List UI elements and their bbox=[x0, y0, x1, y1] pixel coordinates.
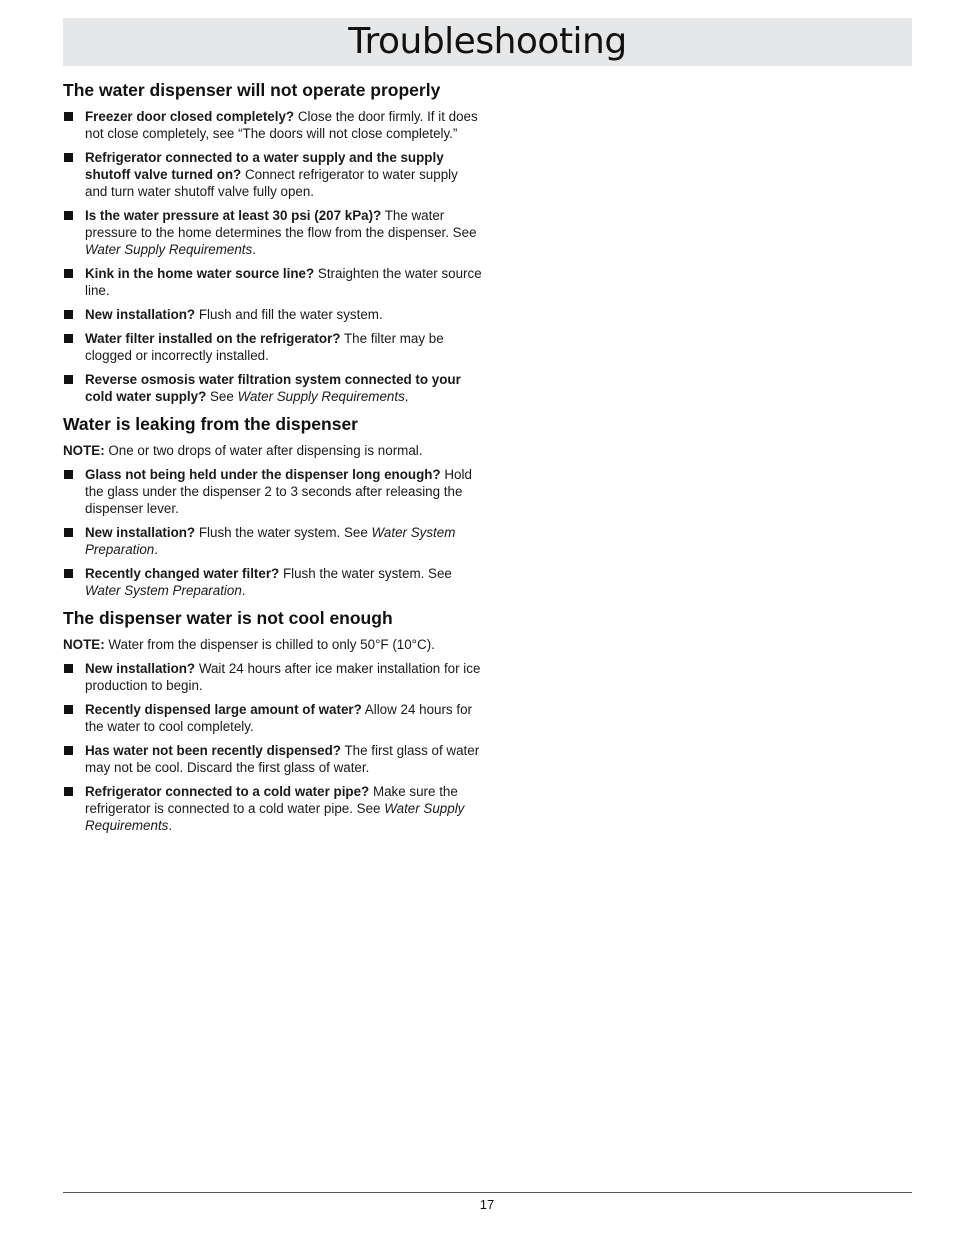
item-answer: Flush the water system. See bbox=[195, 525, 372, 540]
item-answer: Make sure the refrigerator is connected to a cold water pipe. See bbox=[85, 784, 458, 816]
main-content bbox=[63, 78, 483, 841]
square-bullet-icon bbox=[64, 746, 73, 755]
item-question: Kink in the home water source line? bbox=[85, 266, 315, 281]
item-question: New installation? bbox=[85, 661, 196, 676]
section-heading: The dispenser water is not cool enough bbox=[63, 608, 393, 628]
note-label: NOTE: bbox=[63, 443, 105, 458]
troubleshooting-section bbox=[63, 78, 483, 405]
square-bullet-icon bbox=[64, 787, 73, 796]
item-answer: Connect refrigerator to water supply and turn water shutoff valve fully open. bbox=[85, 167, 458, 199]
list-item bbox=[63, 565, 483, 599]
item-punctuation: . bbox=[168, 818, 173, 833]
footer-divider bbox=[63, 1192, 912, 1193]
troubleshooting-section bbox=[63, 412, 483, 599]
list-item bbox=[63, 371, 483, 405]
note-label: NOTE: bbox=[63, 637, 105, 652]
item-question: Refrigerator connected to a cold water pipe? bbox=[85, 784, 370, 799]
square-bullet-icon bbox=[64, 310, 73, 319]
item-question: Refrigerator connected to a water supply and the supply shutoff valve turned on? bbox=[85, 150, 444, 182]
list-item bbox=[63, 701, 483, 735]
section-heading: Water is leaking from the dispenser bbox=[63, 414, 358, 434]
page-title: Troubleshooting bbox=[348, 21, 627, 62]
item-question: Has water not been recently dispensed? bbox=[85, 743, 341, 758]
note-text: Water from the dispenser is chilled to only 50°F (10°C). bbox=[104, 637, 435, 652]
item-answer: The filter may be clogged or incorrectly installed. bbox=[85, 331, 444, 363]
item-question: Freezer door closed completely? bbox=[85, 109, 295, 124]
item-question: Is the water pressure at least 30 psi (207 kPa)? bbox=[85, 208, 382, 223]
item-reference: Water Supply Requirements bbox=[237, 389, 405, 404]
item-reference: Water Supply Requirements bbox=[85, 801, 465, 833]
square-bullet-icon bbox=[64, 269, 73, 278]
item-answer: Straighten the water source line. bbox=[85, 266, 482, 298]
list-item bbox=[63, 207, 483, 258]
square-bullet-icon bbox=[64, 375, 73, 384]
item-punctuation: . bbox=[252, 242, 256, 257]
item-question: Recently dispensed large amount of water? bbox=[85, 702, 362, 717]
item-question: Glass not being held under the dispenser long enough? bbox=[85, 467, 441, 482]
item-answer: Close the door firmly. If it does not close completely, see “The doors will not close completely.” bbox=[85, 109, 478, 141]
list-item bbox=[63, 466, 483, 517]
item-punctuation: . bbox=[241, 583, 246, 598]
list-item bbox=[63, 783, 483, 834]
list-item bbox=[63, 149, 483, 200]
item-answer: Allow 24 hours for the water to cool completely. bbox=[85, 702, 472, 734]
item-answer: See bbox=[206, 389, 238, 404]
list-item bbox=[63, 306, 483, 323]
item-question: New installation? bbox=[85, 307, 196, 322]
square-bullet-icon bbox=[64, 334, 73, 343]
square-bullet-icon bbox=[64, 705, 73, 714]
square-bullet-icon bbox=[64, 664, 73, 673]
square-bullet-icon bbox=[64, 211, 73, 220]
section-note bbox=[63, 442, 483, 459]
list-item bbox=[63, 330, 483, 364]
item-answer: The first glass of water may not be cool. Discard the first glass of water. bbox=[85, 743, 480, 775]
item-answer: The water pressure to the home determines the flow from the dispenser. See bbox=[85, 208, 477, 240]
list-item bbox=[63, 265, 483, 299]
list-item bbox=[63, 108, 483, 142]
item-reference: Water System Preparation bbox=[85, 583, 242, 598]
title-bar bbox=[63, 18, 912, 66]
list-item bbox=[63, 524, 483, 558]
item-reference: Water Supply Requirements bbox=[85, 242, 253, 257]
item-question: Recently changed water filter? bbox=[85, 566, 280, 581]
square-bullet-icon bbox=[64, 569, 73, 578]
item-question: New installation? bbox=[85, 525, 196, 540]
item-answer: Wait 24 hours after ice maker installation for ice production to begin. bbox=[85, 661, 481, 693]
square-bullet-icon bbox=[64, 470, 73, 479]
issue-list bbox=[63, 660, 483, 834]
section-note bbox=[63, 636, 483, 653]
square-bullet-icon bbox=[64, 153, 73, 162]
troubleshooting-section bbox=[63, 606, 483, 834]
item-answer: Flush and fill the water system. bbox=[195, 307, 383, 322]
item-answer: Flush the water system. See bbox=[279, 566, 452, 581]
issue-list bbox=[63, 466, 483, 599]
item-question: Water filter installed on the refrigerator? bbox=[85, 331, 341, 346]
item-answer: Hold the glass under the dispenser 2 to 3 seconds after releasing the dispenser lever. bbox=[85, 467, 472, 516]
square-bullet-icon bbox=[64, 112, 73, 121]
page-number: 17 bbox=[479, 1197, 495, 1212]
square-bullet-icon bbox=[64, 528, 73, 537]
item-punctuation: . bbox=[404, 389, 409, 404]
section-heading: The water dispenser will not operate properly bbox=[63, 80, 441, 100]
item-question: Reverse osmosis water filtration system connected to your cold water supply? bbox=[85, 372, 461, 404]
list-item bbox=[63, 742, 483, 776]
item-reference: Water System Preparation bbox=[85, 525, 456, 557]
issue-list bbox=[63, 108, 483, 405]
list-item bbox=[63, 660, 483, 694]
item-punctuation: . bbox=[154, 542, 158, 557]
note-text: One or two drops of water after dispensing is normal. bbox=[104, 443, 423, 458]
